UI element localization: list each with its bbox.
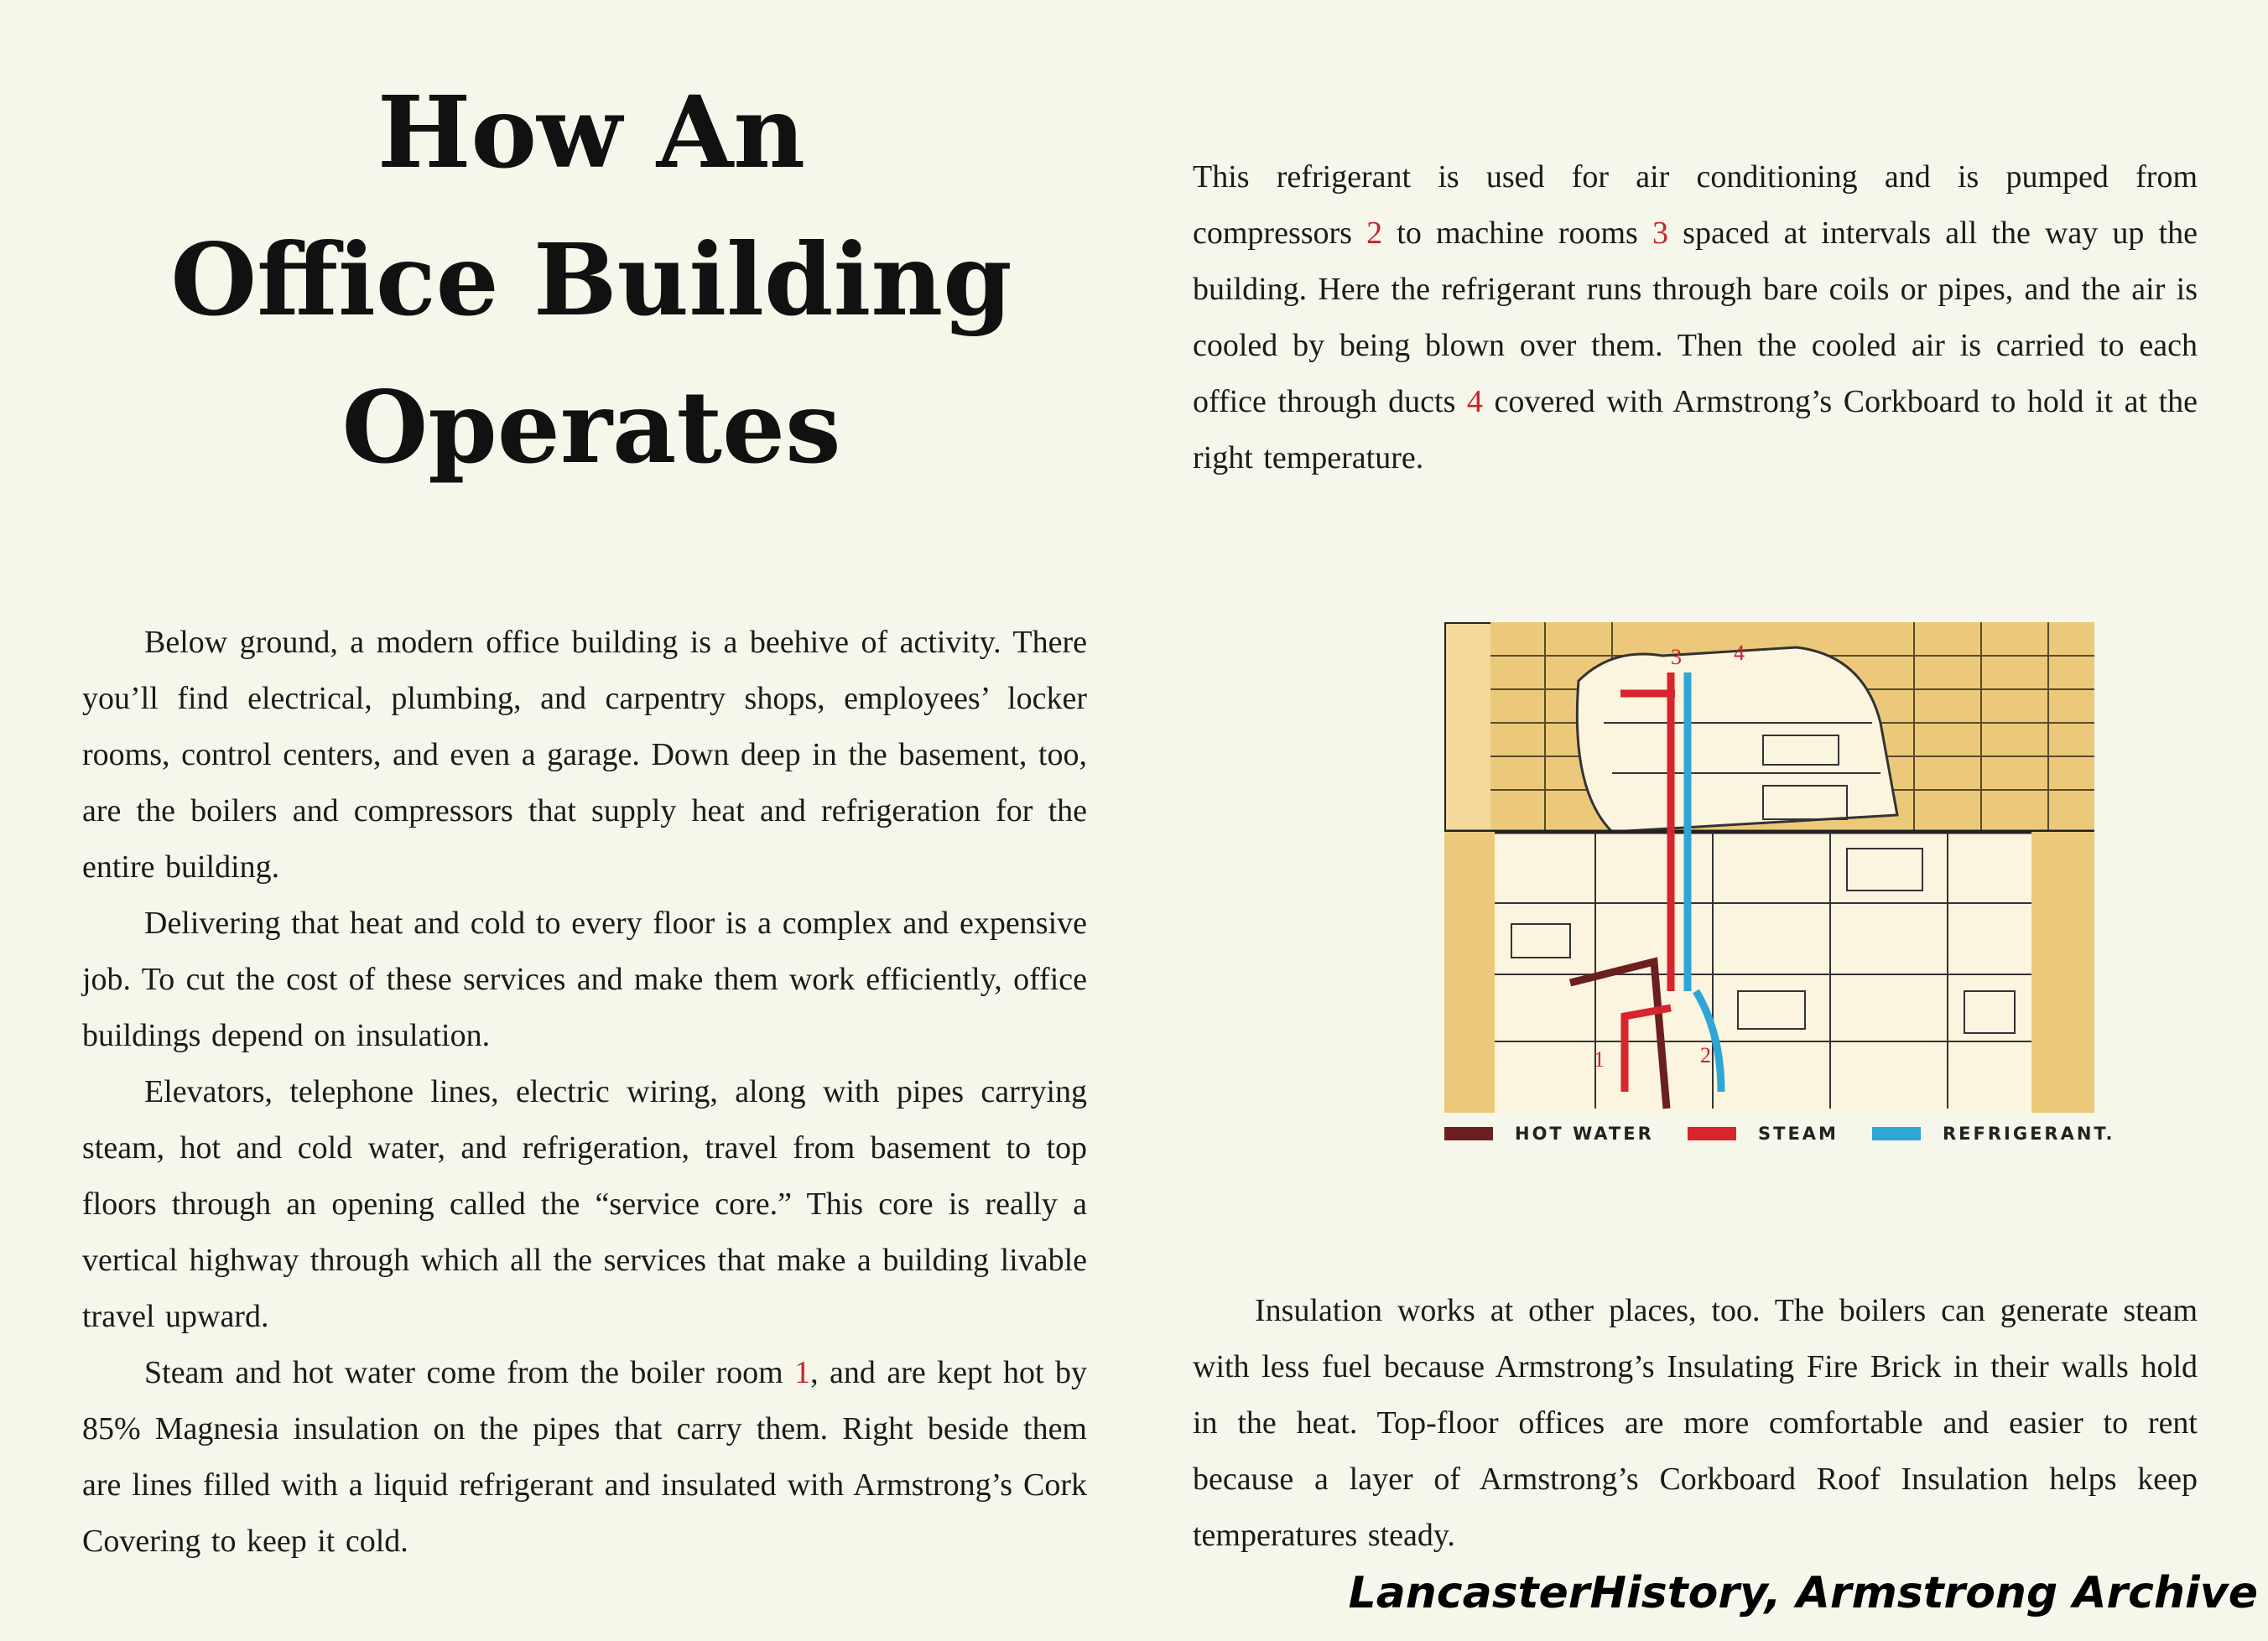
ground-left (1444, 832, 1495, 1113)
callout-1: 1 (1594, 1047, 1605, 1072)
paragraph-2: Delivering that heat and cold to every floor is a complex and expensive job. To cut the cost of these services and make them work efficiently, office buildings depend on insulation. (82, 906, 1087, 1053)
title-line-1: How An (377, 74, 806, 190)
paragraph-4 (82, 1345, 1087, 1570)
ground-right (2031, 832, 2094, 1113)
text-run: to machine rooms (1382, 216, 1652, 251)
right-top-paragraph (1193, 149, 2198, 486)
legend-refrigerant (1872, 1124, 2115, 1144)
right-bottom-column (1193, 1283, 2198, 1564)
archive-credit: LancasterHistory, Armstrong Archive (1348, 1568, 2258, 1618)
text-run: This refrigerant is used for air conditioning and is pumped from compressors (1193, 159, 2198, 251)
page-title (80, 59, 1103, 501)
callout-ref-1: 1 (794, 1355, 811, 1390)
paragraph-1: Below ground, a modern office building is a beehive of activity. There you’ll find electrical, plumbing, and carpentry shops, employees’ locker rooms, control centers, and even a garage. Down deep in the basement, too, are the boilers and compressors that supply heat and refrigeration for the entire building. (82, 625, 1087, 885)
text-run: , and are kept hot by 85% Magnesia insulation on the pipes that carry them. Right beside them are lines filled with a liquid refrigerant and insulated with Armstrong’s Cork Covering to keep it cold. (82, 1355, 1087, 1559)
legend-swatch-refrigerant (1872, 1127, 1921, 1140)
callout-2: 2 (1700, 1043, 1711, 1067)
legend-label-refrigerant: REFRIGERANT. (1943, 1124, 2115, 1144)
legend-steam (1688, 1124, 1839, 1144)
building-cutaway-illustration (1444, 622, 2094, 1113)
callout-ref-2: 2 (1366, 216, 1383, 251)
callout-3: 3 (1671, 645, 1682, 669)
legend-swatch-steam (1688, 1127, 1736, 1140)
paragraph-3: Elevators, telephone lines, electric wiring, along with pipes carrying steam, hot and cold water, and refrigeration, travel from basement to top floors through an opening called the “service core.” This core is really a vertical highway through which all the services that make a building livable travel upward. (82, 1074, 1087, 1334)
left-column (82, 615, 1087, 1570)
text-run: covered with Armstrong’s Corkboard to hold it at the right temperature. (1193, 384, 2198, 475)
callout-ref-4: 4 (1466, 384, 1483, 419)
cutaway-upper (1577, 647, 1897, 832)
legend-label-hot-water: HOT WATER (1515, 1124, 1654, 1144)
basement (1444, 832, 2094, 1113)
figure-legend (1444, 1124, 2115, 1154)
title-line-3: Operates (341, 369, 841, 486)
callout-4: 4 (1734, 641, 1745, 665)
right-top-column (1193, 149, 2198, 486)
text-run: spaced at intervals all the way up the building. Here the refrigerant runs through bare coils or pipes, and the air is cooled by being blown over them. Then the cooled air is carried to each office through ducts (1193, 216, 2198, 419)
callout-ref-3: 3 (1652, 216, 1668, 251)
text-run: Steam and hot water come from the boiler room (144, 1355, 795, 1390)
title-line-2: Office Building (170, 221, 1012, 338)
legend-label-steam: STEAM (1758, 1124, 1839, 1144)
legend-swatch-hot-water (1444, 1127, 1493, 1140)
right-bottom-paragraph: Insulation works at other places, too. The boilers can generate steam with less fuel because Armstrong’s Insulating Fire Brick in their walls hold in the heat. Top-floor offices are more comfortable and easier to rent because a layer of Armstrong’s Corkboard Roof Insulation helps keep temperatures steady. (1193, 1293, 2198, 1553)
legend-hot-water (1444, 1124, 1654, 1144)
